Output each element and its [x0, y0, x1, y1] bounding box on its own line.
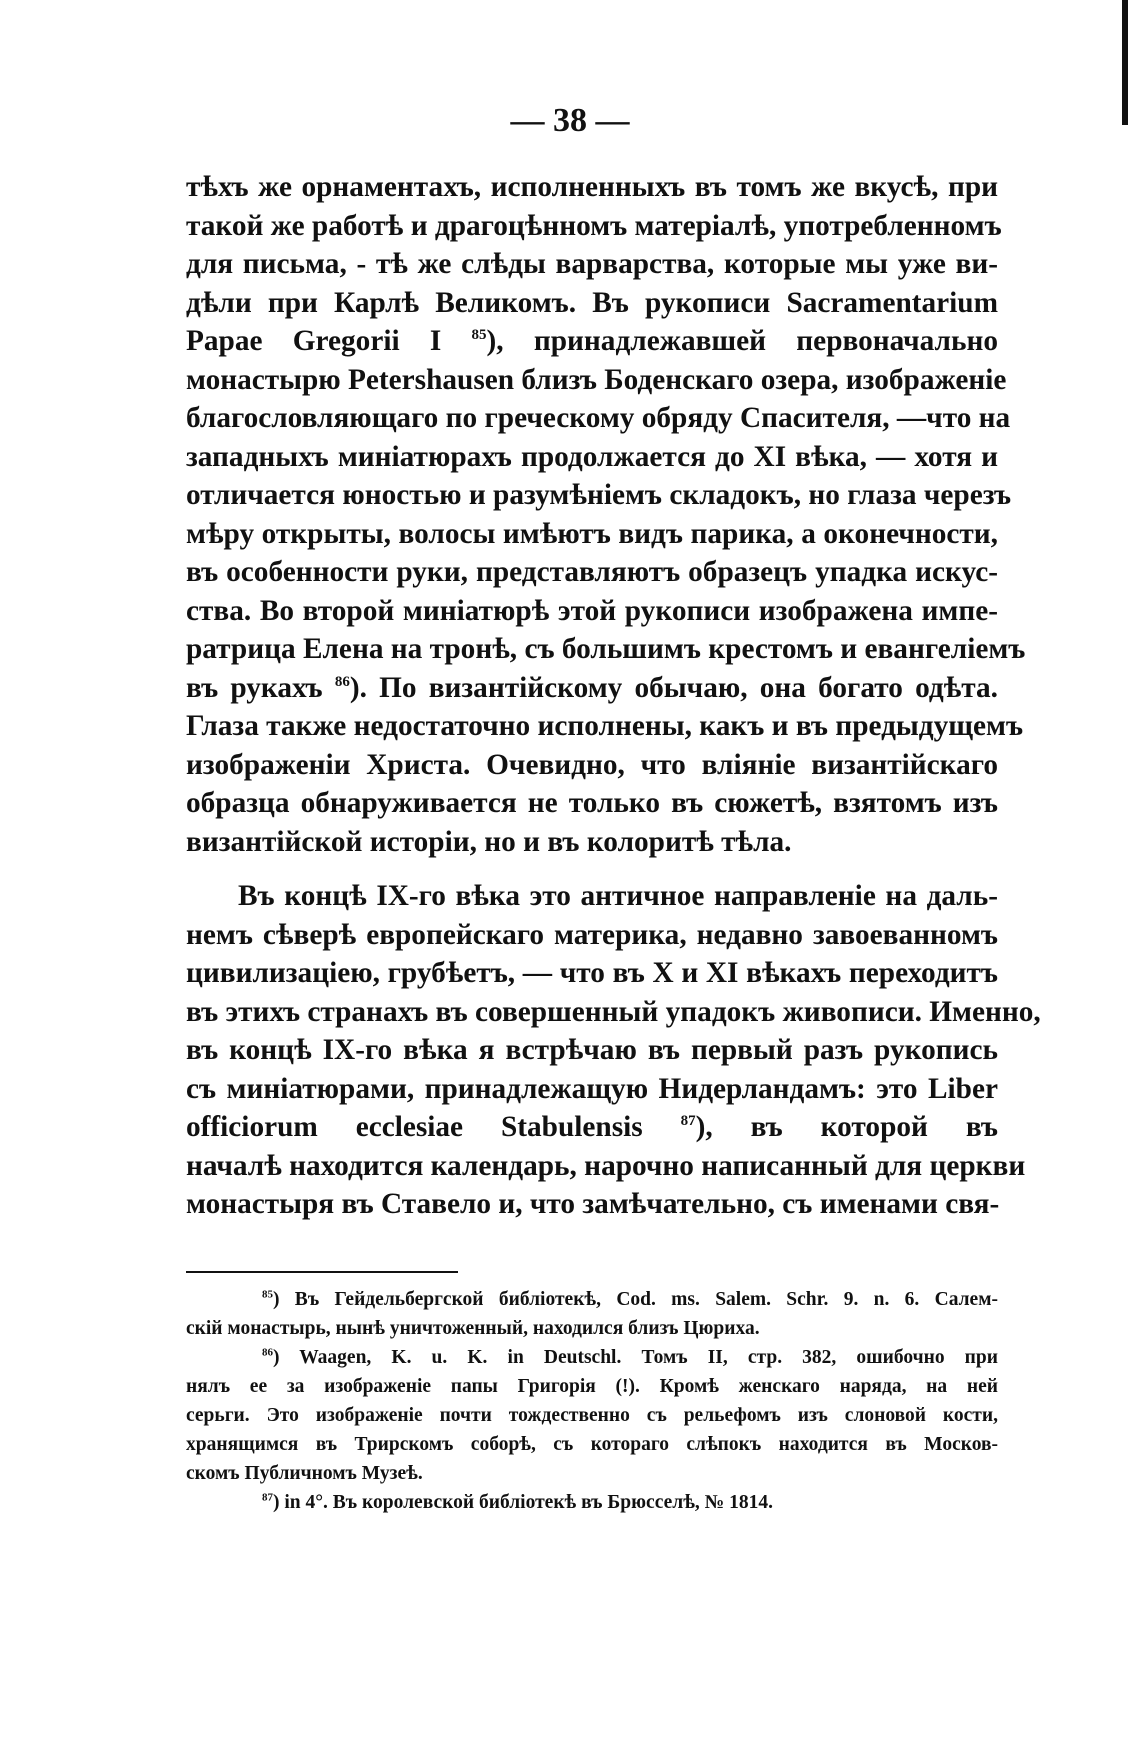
text-line: немъ сѣверѣ европейскаго материка, недавно завоеванномъ [186, 918, 998, 951]
text-line: византійской исторіи, но и въ колоритѣ тѣла. [186, 825, 792, 858]
text-line: нялъ ее за изображеніе папы Григорія (!). Кромѣ женскаго наряда, на ней [186, 1376, 998, 1397]
text-line: изображеніи Христа. Очевидно, что вліяніе византійскаго [186, 748, 998, 781]
text-line: цивилизаціею, грубѣетъ, — что въ X и XI вѣкахъ переходитъ [186, 957, 998, 989]
text-line: западныхъ миніатюрахъ продолжается до XI вѣка, — хотя и [186, 440, 998, 473]
text-line: серьги. Это изображеніе почти тождественно съ рельефомъ изъ слоновой кости, [186, 1405, 998, 1426]
text-line: тѣхъ же орнаментахъ, исполненныхъ въ томъ же вкусѣ, при [186, 171, 998, 203]
text-line: благословляющаго по греческому обряду Спасителя, —что на [186, 402, 1011, 434]
text-line: officiorum ecclesiae Stabulensis $^{87}$), въ которой въ [186, 1111, 998, 1143]
footnote [186, 1285, 998, 1343]
text-line: скій монастырь, нынѣ уничтоженный, находился близъ Цюриха. [186, 1318, 760, 1339]
text-line: образца обнаруживается не только въ сюжетѣ, взятомъ изъ [186, 787, 998, 819]
text-line: $^{85}$) Въ Гейдельбергской библіотекѣ, Cod. ms. Salem. Schr. 9. n. 6. Салем- [262, 1288, 998, 1310]
text-line: монастыря въ Ставело и, что замѣчательно, съ именами свя- [186, 1188, 1000, 1220]
text-line: монастырю Petershausen близъ Боденскаго озера, изображеніе [186, 363, 1007, 396]
text-line: ратрица Елена на тронѣ, съ большимъ крестомъ и евангеліемъ [186, 633, 1026, 665]
text-line: хранящимся въ Трирскомъ соборѣ, съ котораго слѣпокъ находится въ Москов- [186, 1434, 998, 1455]
text-line: мѣру открыты, волосы имѣютъ видъ парика, а оконечности, [186, 517, 998, 550]
text-line: ства. Во второй миніатюрѣ этой рукописи изображена импе- [186, 594, 998, 627]
footnote [186, 1343, 998, 1488]
text-line: $^{86}$) Waagen, K. u. K. in Deutschl. Томъ II, стр. 382, ошибочно при [262, 1346, 998, 1368]
text-line: для письма, - тѣ же слѣды варварства, которые мы уже ви- [186, 248, 998, 280]
text-line: въ особенности руки, представляютъ образецъ упадка искус- [186, 556, 998, 588]
footnote-separator [186, 1271, 458, 1273]
footnotes [186, 1285, 998, 1517]
text-line: дѣли при Карлѣ Великомъ. Въ рукописи Sacramentarium [186, 286, 998, 319]
text-line: отличается юностью и разумѣніемъ складокъ, но глаза черезъ [186, 479, 1012, 511]
text-line: въ концѣ IX-го вѣка я встрѣчаю въ первый разъ рукопись [186, 1034, 998, 1066]
text-line: такой же работѣ и драгоцѣнномъ матеріалѣ, употребленномъ [186, 209, 1002, 242]
paragraph [186, 877, 1041, 1224]
body-text [186, 168, 1041, 1224]
text-line: въ рукахъ $^{86}$). По византійскому обычаю, она богато одѣта. [186, 671, 998, 704]
text-line: въ этихъ странахъ въ совершенный упадокъ живописи. Именно, [186, 995, 1041, 1028]
text-line: Въ концѣ IX-го вѣка это античное направленіе на даль- [238, 880, 998, 912]
text-line: Papae Gregorii I $^{85}$), принадлежавшей первоначально [186, 325, 998, 357]
text-line: съ миніатюрами, принадлежащую Нидерландамъ: это Liber [186, 1072, 998, 1105]
footnote [186, 1488, 998, 1517]
page-number: — 38 — [510, 102, 630, 139]
text-line: скомъ Публичномъ Музеѣ. [186, 1463, 423, 1484]
text-line: началѣ находится календарь, нарочно написанный для церкви [186, 1149, 1026, 1182]
text-line: $^{87}$) in 4°. Въ королевской библіотекѣ въ Брюсселѣ, № 1814. [262, 1491, 773, 1513]
paragraph [186, 168, 1026, 861]
text-line: Глаза также недостаточно исполнены, какъ и въ предыдущемъ [186, 710, 1024, 742]
